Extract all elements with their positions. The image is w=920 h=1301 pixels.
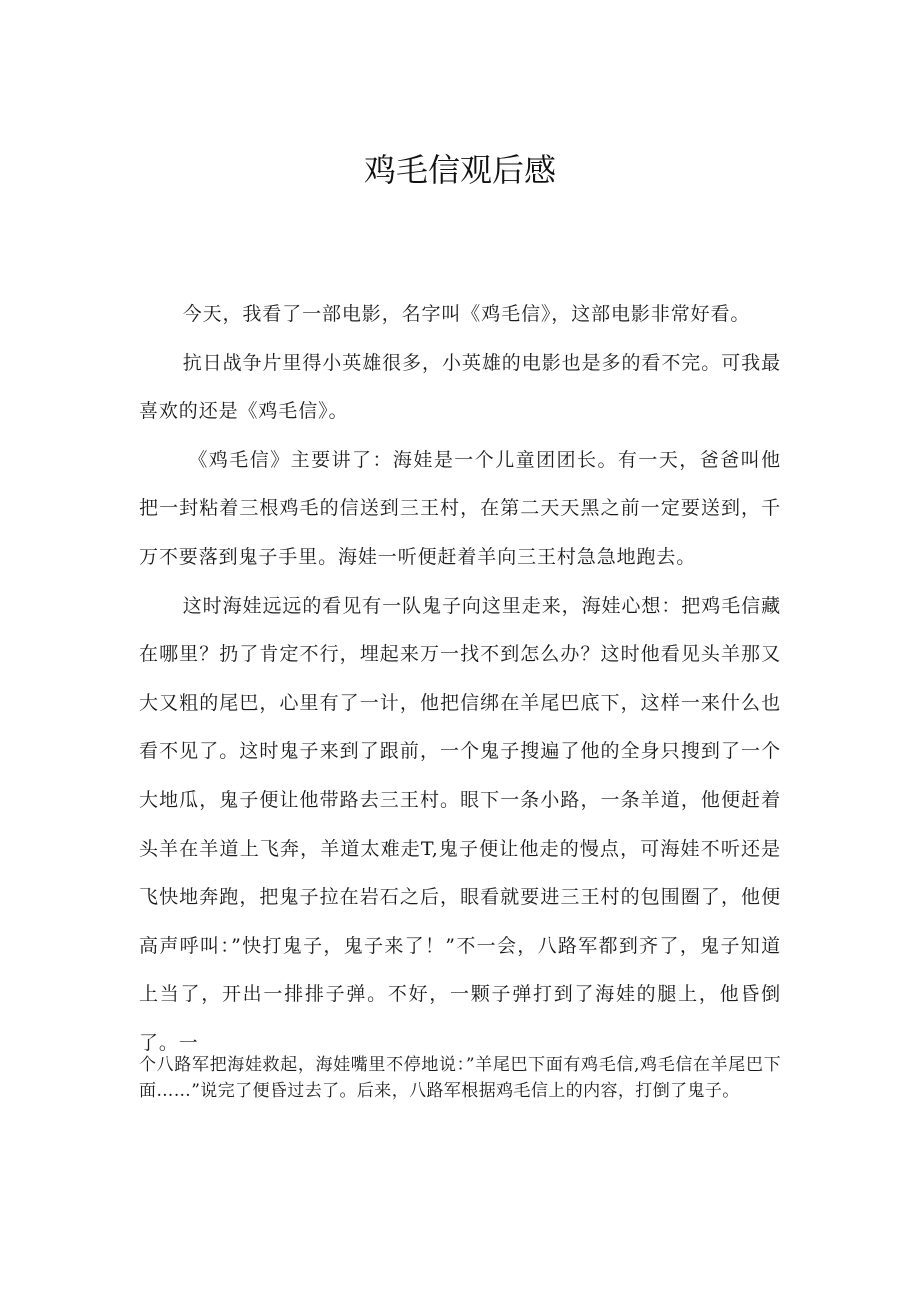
page-title: 鸡毛信观后感 <box>363 151 556 189</box>
paragraph-intro: 今天，我看了一部电影，名字叫《鸡毛信》，这部电影非常好看。 <box>182 303 751 325</box>
document-tail <box>139 1052 781 1104</box>
paragraph-favorite: 抗日战争片里得小英雄很多，小英雄的电影也是多的看不完。可我最喜欢的还是《鸡毛信》。 <box>139 351 781 423</box>
paragraph-story: 这时海娃远远的看见有一队鬼子向这里走来，海娃心想：把鸡毛信藏在哪里？扔了肯定不行，埋起来万一找不到怎么办？这时他看见头羊那又大又粗的尾巴，心里有了一计，他把信绑在羊尾巴底下，这样一来什么也看不见了。这时鬼子来到了跟前，一个鬼子搜遍了他的全身只搜到了一个大地瓜，鬼子便让他带路去三王村。眼下一条小路，一条羊道，他便赶着头羊在羊道上飞奔，羊道太难走T,鬼子便让他走的慢点，可海娃不听还是飞快地奔跑，把鬼子拉在岩石之后，眼看就要进三王村的包围圈了，他便高声呼叫：”快打鬼子，鬼子来了！”不一会，八路军都到齐了，鬼子知道上当了，开出一排排子弹。不好，一颗子弹打到了海娃的腿上，他昏倒了。一 <box>139 594 781 1054</box>
document-body <box>139 290 781 1068</box>
paragraph-plot-summary: 《鸡毛信》主要讲了：海娃是一个儿童团团长。有一天，爸爸叫他把一封粘着三根鸡毛的信送到三王村，在第二天天黑之前一定要送到，千万不要落到鬼子手里。海娃一听便赶着羊向三王村急急地跑去。 <box>139 448 781 568</box>
paragraph-ending: 个八路军把海娃救起，海娃嘴里不停地说：”羊尾巴下面有鸡毛信,鸡毛信在羊尾巴下面……”说完了便昏过去了。后来，八路军根据鸡毛信上的内容，打倒了鬼子。 <box>139 1055 781 1101</box>
